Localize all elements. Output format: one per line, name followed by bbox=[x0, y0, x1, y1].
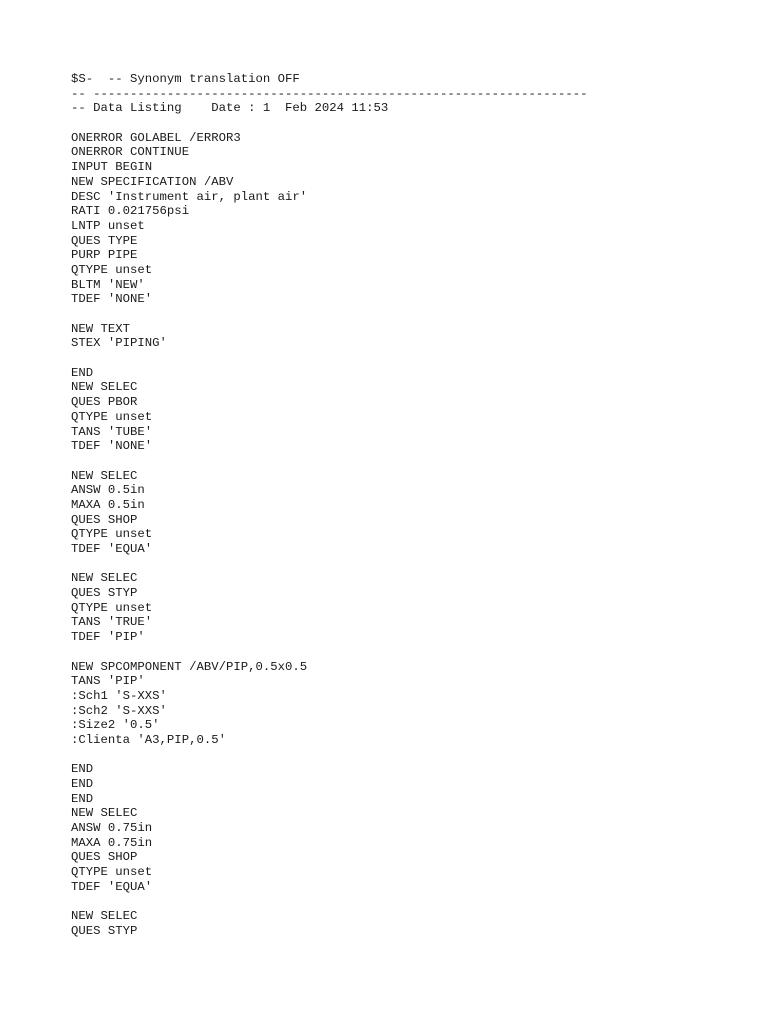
listing-line: QUES STYP bbox=[71, 586, 138, 601]
listing-line: DESC 'Instrument air, plant air' bbox=[71, 189, 308, 204]
listing-line: QUES SHOP bbox=[71, 850, 138, 865]
listing-line: END bbox=[71, 777, 94, 791]
listing-line: QUES STYP bbox=[71, 923, 138, 938]
listing-line: NEW SPCOMPONENT /ABV/PIP,0.5x0.5 bbox=[71, 659, 308, 674]
listing-line: QTYPE unset bbox=[71, 600, 153, 615]
listing-line: :Sch2 'S-XXS' bbox=[71, 703, 167, 718]
listing-line: NEW SELEC bbox=[71, 380, 138, 395]
listing-line: ONERROR GOLABEL /ERROR3 bbox=[71, 130, 241, 145]
listing-line: NEW SELEC bbox=[71, 806, 138, 821]
listing-line: TDEF 'PIP' bbox=[71, 630, 145, 645]
listing-line: QTYPE unset bbox=[71, 262, 153, 277]
listing-line: TANS 'TUBE' bbox=[71, 424, 153, 439]
listing-line: MAXA 0.75in bbox=[71, 835, 153, 850]
listing-line: NEW SELEC bbox=[71, 468, 138, 483]
listing-line bbox=[71, 748, 751, 763]
data-listing-text bbox=[71, 72, 751, 939]
listing-line bbox=[71, 645, 751, 660]
listing-line: QUES SHOP bbox=[71, 512, 138, 527]
listing-line: END bbox=[71, 762, 94, 777]
listing-line: NEW SELEC bbox=[71, 909, 138, 924]
listing-line: ANSW 0.5in bbox=[71, 483, 145, 498]
listing-line: :Clienta 'A3,PIP,0.5' bbox=[71, 732, 226, 747]
listing-line: NEW SELEC bbox=[71, 571, 138, 586]
listing-line: :Sch1 'S-XXS' bbox=[71, 688, 167, 703]
listing-line: END bbox=[71, 791, 94, 806]
listing-line: TDEF 'EQUA' bbox=[71, 542, 153, 556]
listing-line: LNTP unset bbox=[71, 218, 145, 233]
listing-line: RATI 0.021756psi bbox=[71, 204, 190, 219]
listing-line: :Size2 '0.5' bbox=[71, 718, 160, 733]
listing-line: TDEF 'NONE' bbox=[71, 439, 153, 454]
listing-line: INPUT BEGIN bbox=[71, 160, 153, 175]
listing-line: TANS 'TRUE' bbox=[71, 615, 153, 630]
listing-line: TDEF 'NONE' bbox=[71, 292, 153, 307]
listing-line bbox=[71, 557, 751, 572]
listing-line: -- Data Listing Date : 1 Feb 2024 11:53 bbox=[71, 101, 389, 116]
listing-line: MAXA 0.5in bbox=[71, 497, 145, 512]
listing-line: END bbox=[71, 365, 94, 380]
listing-line: ANSW 0.75in bbox=[71, 821, 153, 836]
listing-line: QUES TYPE bbox=[71, 233, 138, 248]
listing-line: TDEF 'EQUA' bbox=[71, 879, 153, 894]
listing-line: QUES PBOR bbox=[71, 395, 138, 410]
document-page bbox=[71, 72, 751, 939]
listing-line bbox=[71, 454, 751, 469]
listing-line: ONERROR CONTINUE bbox=[71, 145, 190, 160]
listing-line: QTYPE unset bbox=[71, 527, 153, 542]
listing-line: NEW TEXT bbox=[71, 321, 131, 336]
listing-line: -- ------------------------------------------------------------------- bbox=[71, 86, 588, 101]
listing-line: QTYPE unset bbox=[71, 409, 153, 424]
listing-line bbox=[71, 895, 751, 910]
listing-line: QTYPE unset bbox=[71, 865, 153, 880]
listing-line bbox=[71, 351, 751, 366]
listing-line: $S- -- Synonym translation OFF bbox=[71, 72, 300, 86]
listing-line: PURP PIPE bbox=[71, 248, 138, 263]
listing-line: BLTM 'NEW' bbox=[71, 277, 145, 292]
listing-line: STEX 'PIPING' bbox=[71, 336, 167, 351]
listing-line bbox=[71, 307, 751, 322]
listing-line: NEW SPECIFICATION /ABV bbox=[71, 174, 234, 189]
listing-line: TANS 'PIP' bbox=[71, 674, 145, 689]
listing-line bbox=[71, 116, 751, 131]
